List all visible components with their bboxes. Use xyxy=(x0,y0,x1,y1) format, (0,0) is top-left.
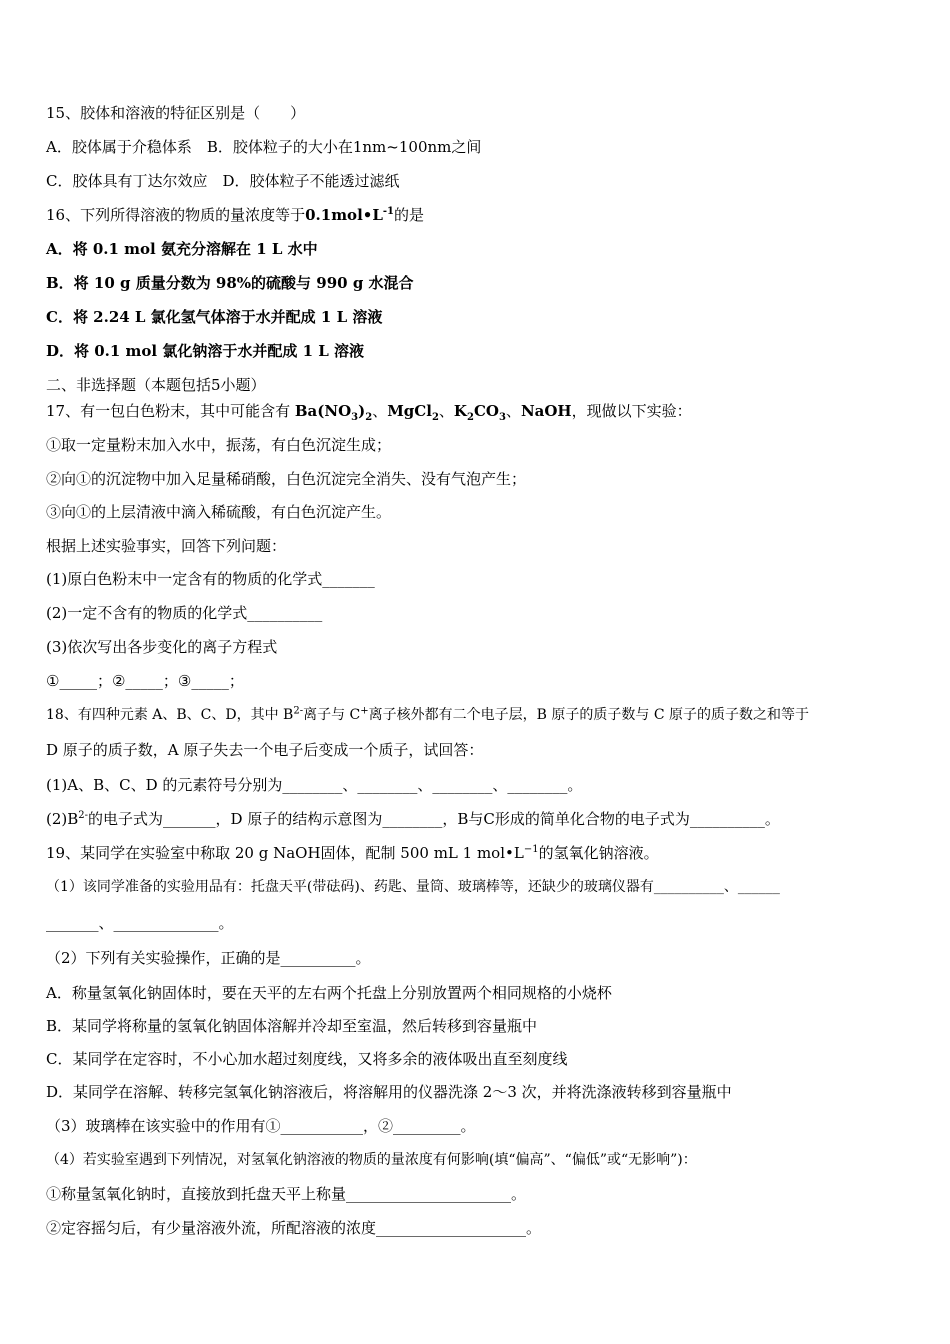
q18-l1-pre: 18、有四种元素 A、B、C、D，其中 B xyxy=(46,707,294,723)
q18-stem-line-1 xyxy=(46,705,910,725)
q15-options-cd: C．胶体具有丁达尔效应 D．胶体粒子不能透过滤纸 xyxy=(46,172,400,190)
q17-part-2: (2)一定不含有的物质的化学式__________ xyxy=(46,604,323,622)
q17-ba-sub2: 2 xyxy=(365,412,373,423)
q16-stem-sup: -1 xyxy=(382,206,395,217)
q17-ba: Ba(NO xyxy=(294,402,352,420)
q19-option-c: C．某同学在定容时，不小心加水超过刻度线，又将多余的液体吸出直至刻度线 xyxy=(46,1050,568,1068)
q17-sep1: 、 xyxy=(372,402,388,420)
q19-stem-pre: 19、某同学在实验室中称取 20 g NaOH固体，配制 500 mL 1 mol•L xyxy=(46,844,524,862)
q17-part-3-blanks: ①_____；②_____；③_____； xyxy=(46,672,244,690)
q16-option-d: D．将 0.1 mol 氯化钠溶于水并配成 1 L 溶液 xyxy=(46,342,364,360)
q18-l1-sup1: 2- xyxy=(293,705,304,717)
q18-part-1: (1)A、B、C、D 的元素符号分别为________、________、________、________。 xyxy=(46,776,583,794)
q19-part-1-line-1: （1）该同学准备的实验用品有：托盘天平(带砝码)、药匙、量筒、玻璃棒等，还缺少的玻璃仪器有__________、______ xyxy=(46,879,780,895)
q18-l1-mid: 离子与 C xyxy=(303,707,361,723)
q17-intro: 根据上述实验事实，回答下列问题： xyxy=(46,537,287,555)
q19-part-4-2: ②定容摇匀后，有少量溶液外流，所配溶液的浓度____________________。 xyxy=(46,1219,542,1237)
q16-stem xyxy=(46,205,910,225)
q19-part-2: （2）下列有关实验操作，正确的是__________。 xyxy=(46,949,371,967)
q16-stem-unit: 0.1mol•L xyxy=(305,206,383,224)
q18-p2-pre: (2)B xyxy=(46,810,79,828)
q17-ba-sub: 3 xyxy=(351,412,359,423)
q16-stem-post: 的是 xyxy=(394,206,425,224)
q15-stem: 15、胶体和溶液的特征区别是（ ） xyxy=(46,104,306,122)
q19-option-a: A．称量氢氧化钠固体时，要在天平的左右两个托盘上分别放置两个相同规格的小烧杯 xyxy=(46,984,612,1002)
q18-p2-sup: 2- xyxy=(78,810,89,821)
q17-co-sub: 3 xyxy=(498,412,506,423)
q17-sep3: 、 xyxy=(505,402,521,420)
q19-part-4-1: ①称量氢氧化钠时，直接放到托盘天平上称量______________________。 xyxy=(46,1185,527,1203)
q15-options-ab: A．胶体属于介稳体系 B．胶体粒子的大小在1nm~100nm之间 xyxy=(46,138,482,156)
q17-stem-pre: 17、有一包白色粉末，其中可能含有 xyxy=(46,402,295,420)
q19-stem-sup: −1 xyxy=(523,844,539,855)
q19-part-3: （3）玻璃棒在该实验中的作用有①___________，②_________。 xyxy=(46,1117,476,1135)
q17-step-1: ①取一定量粉末加入水中，振荡，有白色沉淀生成； xyxy=(46,436,392,454)
q17-naoh: NaOH xyxy=(520,402,572,420)
q18-p2-post: 的电子式为_______，D 原子的结构示意图为________，B与C形成的简单化合物的电子式为__________。 xyxy=(88,810,780,828)
q18-l1-sup2: + xyxy=(360,705,369,717)
q19-part-1-line-2: _______、______________。 xyxy=(46,914,234,932)
q17-ba-close: ) xyxy=(358,402,366,420)
q16-option-c: C．将 2.24 L 氯化氢气体溶于水并配成 1 L 溶液 xyxy=(46,308,383,326)
q18-l1-post: 离子核外都有二个电子层，B 原子的质子数与 C 原子的质子数之和等于 xyxy=(368,707,810,723)
q17-sep2: 、 xyxy=(438,402,454,420)
q17-stem-post: ，现做以下实验： xyxy=(571,402,692,420)
q17-step-3: ③向①的上层清液中滴入稀硫酸，有白色沉淀产生。 xyxy=(46,503,392,521)
q17-mg: MgCl xyxy=(387,402,432,420)
q17-part-3: (3)依次写出各步变化的离子方程式 xyxy=(46,638,278,656)
q19-option-b: B．某同学将称量的氢氧化钠固体溶解并冷却至室温，然后转移到容量瓶中 xyxy=(46,1017,538,1035)
q18-part-2 xyxy=(46,809,910,829)
section-heading: 二、非选择题（本题包括5小题） xyxy=(46,376,266,394)
q17-mg-sub: 2 xyxy=(431,412,439,423)
q19-part-4: （4）若实验室遇到下列情况，对氢氧化钠溶液的物质的量浓度有何影响(填“偏高”、“偏低”或“无影响”)： xyxy=(46,1152,697,1168)
q19-option-d: D．某同学在溶解、转移完氢氧化钠溶液后，将溶解用的仪器洗涤 2～3 次，并将洗涤液转移到容量瓶中 xyxy=(46,1083,732,1101)
q17-k: K xyxy=(453,402,467,420)
q19-stem-post: 的氢氧化钠溶液。 xyxy=(538,844,659,862)
q17-part-1: (1)原白色粉末中一定含有的物质的化学式_______ xyxy=(46,570,375,588)
q19-stem xyxy=(46,843,910,863)
q16-stem-pre: 16、下列所得溶液的物质的量浓度等于 xyxy=(46,206,306,224)
q17-stem xyxy=(46,401,910,421)
q17-co: CO xyxy=(473,402,499,420)
q17-step-2: ②向①的沉淀物中加入足量稀硝酸，白色沉淀完全消失、没有气泡产生； xyxy=(46,470,527,488)
q16-option-a: A．将 0.1 mol 氨充分溶解在 1 L 水中 xyxy=(46,240,318,258)
q18-stem-line-2: D 原子的质子数，A 原子失去一个电子后变成一个质子，试回答： xyxy=(46,741,484,759)
q17-k-sub: 2 xyxy=(466,412,474,423)
q16-option-b: B．将 10 g 质量分数为 98%的硫酸与 990 g 水混合 xyxy=(46,274,414,292)
